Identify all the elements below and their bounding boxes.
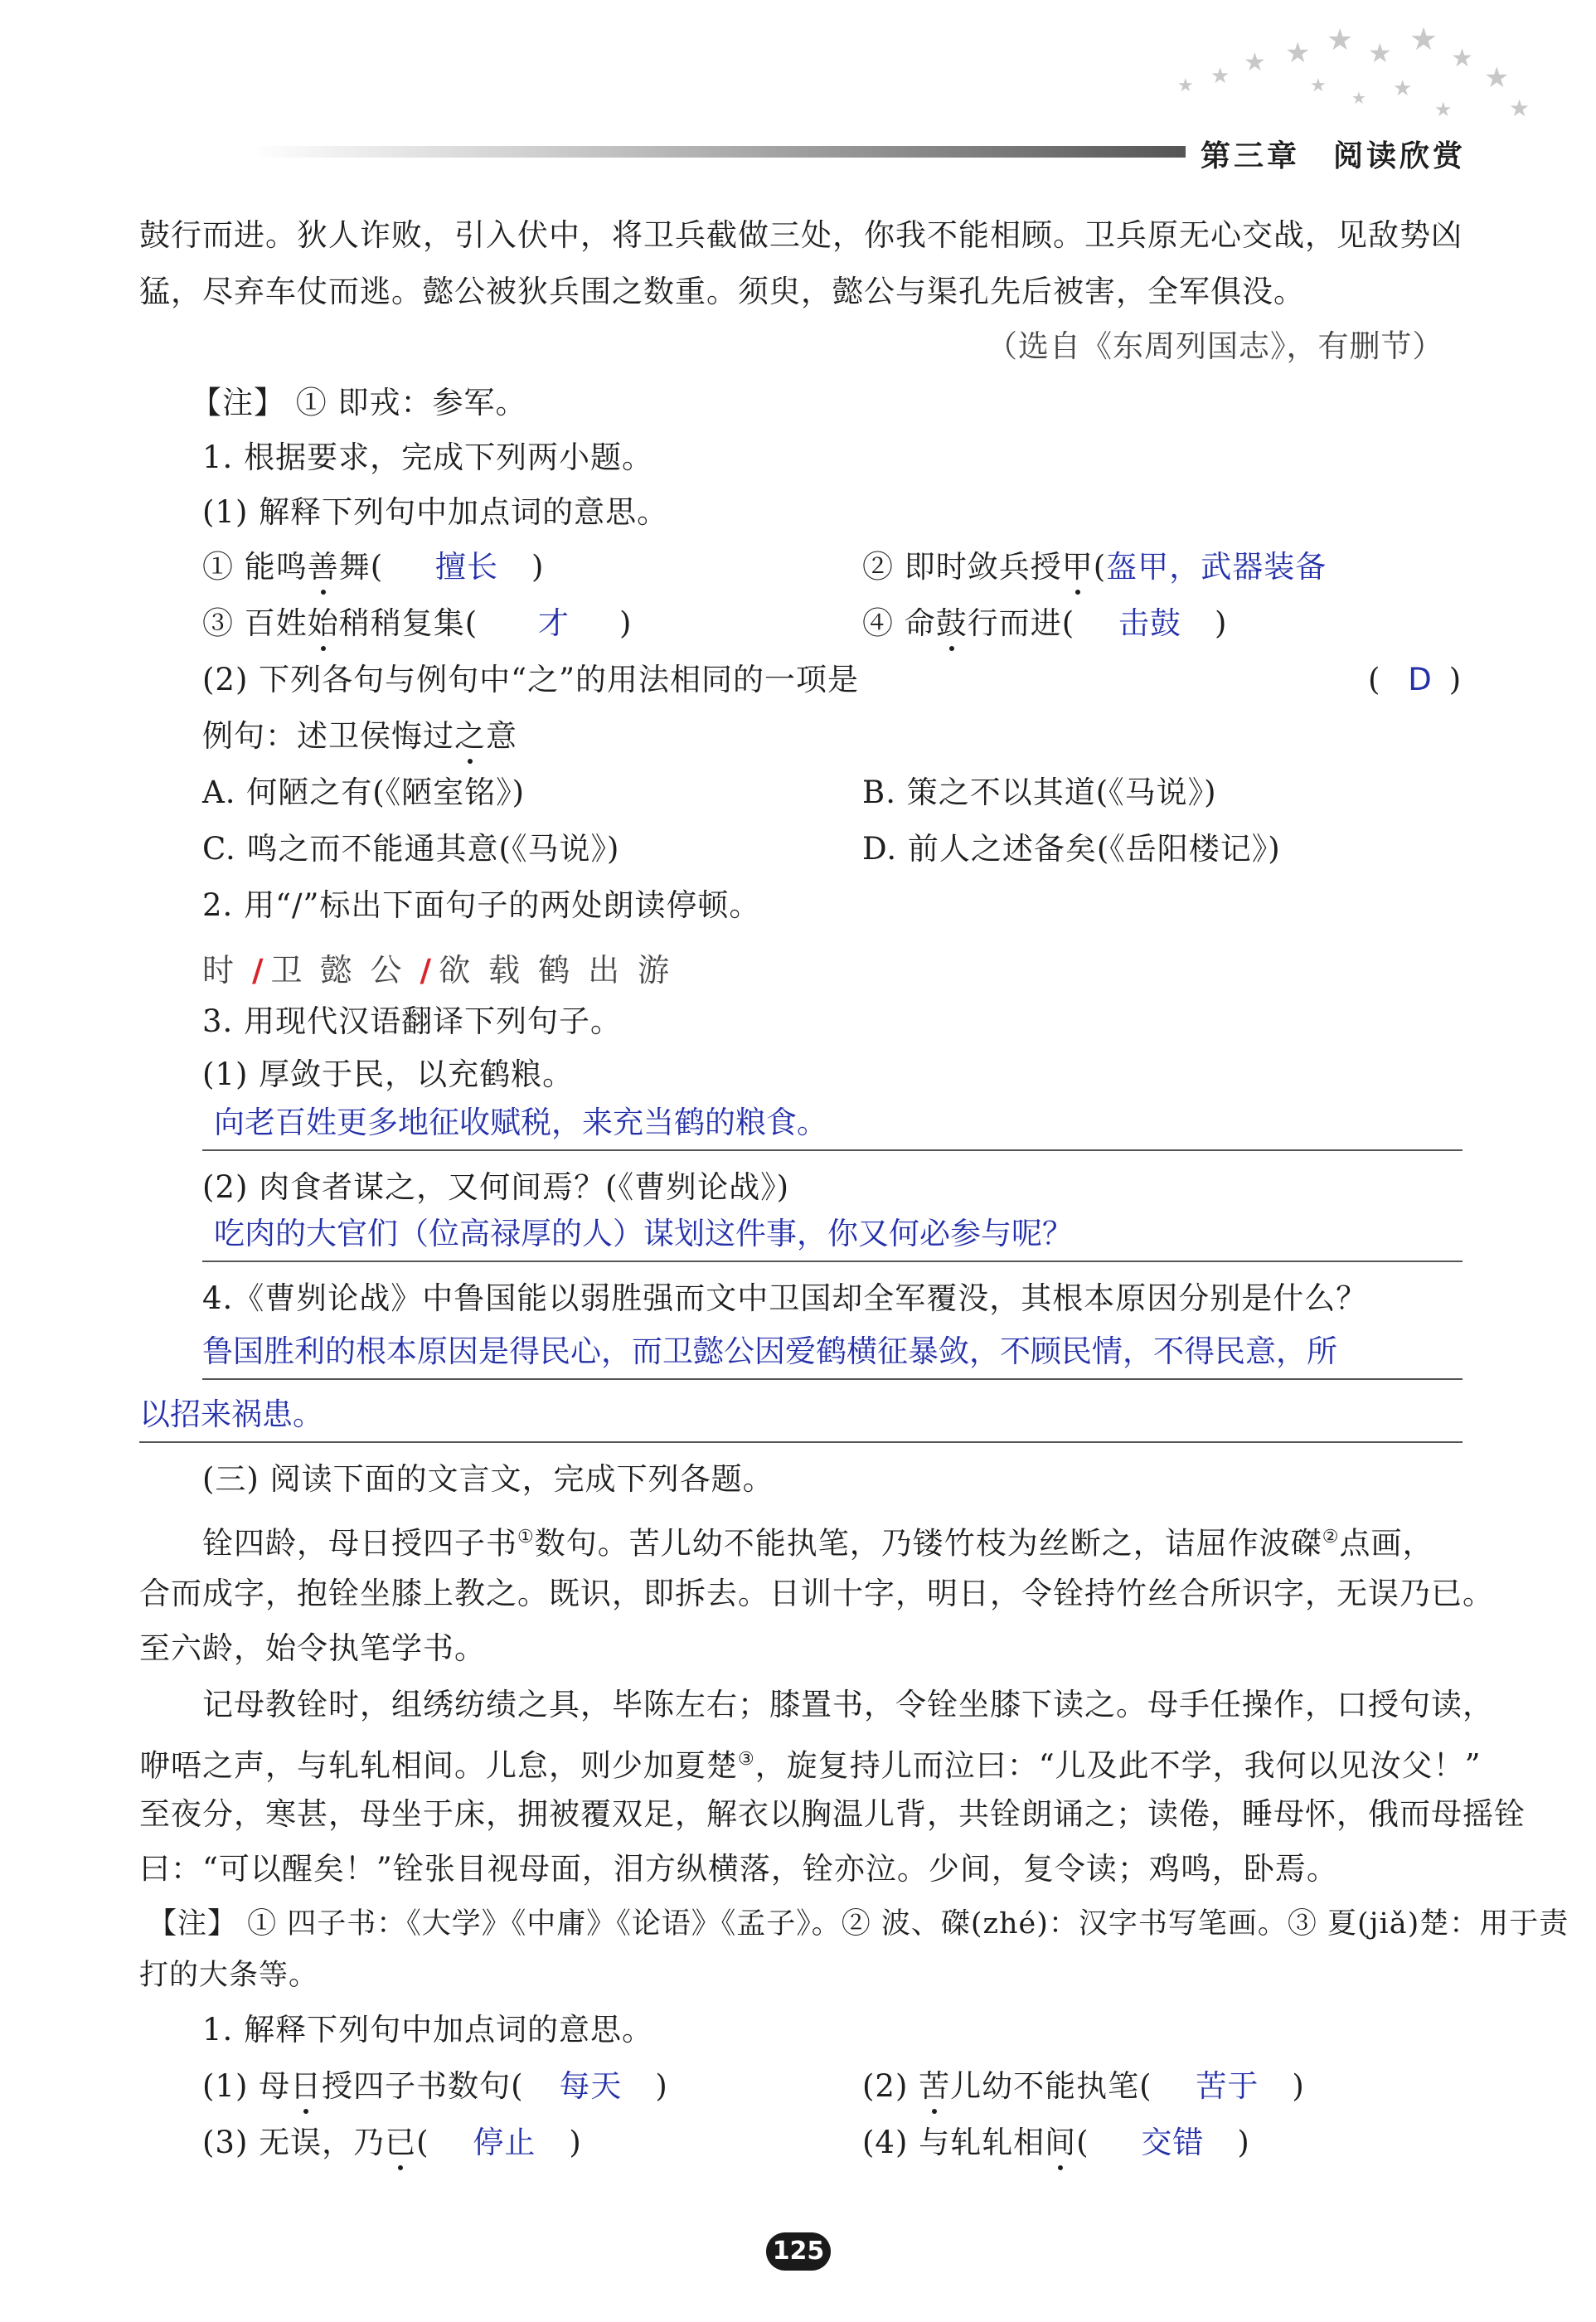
dotted-word: 已 (385, 2121, 416, 2164)
passage-line: 至六龄，始令执笔学书。 (139, 1630, 486, 1666)
header-divider (249, 146, 1186, 158)
word-item: (3) 无误，乃已( 停止 ) (202, 2121, 582, 2164)
svg-text:★: ★ (1285, 36, 1311, 70)
answer-text: 以招来祸患。 (139, 1397, 323, 1432)
passage-note: 【注】 ① 四子书：《大学》《中庸》《论语》《孟子》。② 波、磔(zhé)：汉字书写笔画。③ 夏(jiǎ)楚：用于责 (148, 1907, 1569, 1941)
section-intro: (三) 阅读下面的文言文，完成下列各题。 (202, 1461, 774, 1497)
sub-question: (1) 厚敛于民，以充鹤粮。 (202, 1057, 575, 1092)
choice-answer: ( D ) (1368, 662, 1463, 697)
svg-text:★: ★ (1409, 25, 1438, 57)
passage-note: 打的大条等。 (139, 1959, 319, 1992)
svg-text:★: ★ (1310, 75, 1327, 96)
answer-text: 苦于 (1196, 2068, 1259, 2104)
passage-source: （选自《东周列国志》，有删节） (987, 328, 1444, 364)
answer-text: 吃肉的大官们（位高禄厚的人）谋划这件事，你又何必参与呢？ (214, 1216, 1073, 1251)
pause-slash: / (420, 953, 433, 989)
passage-line: 咿唔之声，与轧轧相间。儿怠，则少加夏楚③，旋复持儿而泣曰：“儿及此不学，我何以见汝父！” (139, 1747, 1482, 1784)
svg-text:★: ★ (1509, 95, 1531, 122)
word-item: (1) 母日授四子书数句( 每天 ) (202, 2065, 668, 2108)
star-cluster-icon (1144, 25, 1559, 149)
question-title: 4.《曹刿论战》中鲁国能以弱胜强而文中卫国却全军覆没，其根本原因分别是什么？ (202, 1280, 1368, 1316)
answer-line (202, 1261, 1463, 1262)
page-number: 125 (766, 2232, 831, 2271)
sub-question: (2) 下列各句与例句中“之”的用法相同的一项是 (202, 662, 860, 697)
pause-slash: / (252, 953, 264, 989)
svg-text:★: ★ (1351, 88, 1366, 108)
svg-text:★: ★ (1210, 64, 1230, 89)
passage-line: 曰：“可以醒矣！”铨张目视母面，泪方纵横落，铨亦泣。少间，复令读；鸡鸣，卧焉。 (139, 1851, 1338, 1887)
pause-sentence: 时/ 卫懿公/ 欲载鹤出游 (202, 952, 688, 989)
answer-text: 每天 (559, 2068, 623, 2104)
answer-text: 擅长 (434, 549, 498, 585)
option-c: C. 鸣之而不能通其意(《马说》) (202, 831, 620, 867)
word-item: ① 能鸣善舞( 擅长 ) (202, 546, 544, 589)
question-title: 1. 解释下列句中加点词的意思。 (202, 2012, 654, 2048)
svg-text:★: ★ (1451, 44, 1473, 73)
passage-line: 至夜分，寒甚，母坐于床，拥被覆双足，解衣以胸温儿背，共铨朗诵之；读倦，睡母怀，俄而母摇铨 (139, 1796, 1526, 1832)
dotted-word: 善 (308, 546, 339, 589)
option-b: B. 策之不以其道(《马说》) (862, 775, 1217, 810)
answer-text: 击鼓 (1118, 605, 1181, 641)
dotted-word: 日 (290, 2065, 322, 2108)
dotted-word: 甲 (1062, 546, 1094, 589)
dotted-word: 之 (454, 715, 486, 758)
answer-text: 向老百姓更多地征收赋税，来充当鹤的粮食。 (214, 1105, 827, 1140)
option-a: A. 何陋之有(《陋室铭》) (202, 775, 526, 810)
example-sentence: 例句：述卫侯悔过之意 (202, 715, 517, 758)
answer-text: 才 (537, 605, 570, 641)
answer-line (202, 1149, 1463, 1151)
passage-line: 合而成字，抱铨坐膝上教之。既识，即拆去。日训十字，明日，令铨持竹丝合所识字，无误乃已。 (139, 1576, 1494, 1611)
passage-line: 铨四龄，母日授四子书①数句。苦儿幼不能执笔，乃镂竹枝为丝断之，诘屈作波磔②点画， (202, 1525, 1434, 1562)
passage-note: 【注】 ① 即戎：参军。 (191, 385, 527, 420)
dotted-word: 鼓 (936, 602, 968, 645)
word-item: (4) 与轧轧相间( 交错 ) (862, 2121, 1250, 2164)
answer-line (202, 1378, 1463, 1380)
answer-text: 交错 (1141, 2125, 1205, 2160)
passage-line: 记母教铨时，组绣纺绩之具，毕陈左右；膝置书，令铨坐膝下读之。母手任操作，口授句读， (202, 1687, 1494, 1722)
answer-text: 盔甲，武器装备 (1106, 549, 1327, 585)
dotted-word: 始 (308, 602, 339, 645)
svg-text:★: ★ (1368, 37, 1392, 69)
dotted-word: 苦 (919, 2065, 950, 2108)
word-item: (2) 苦儿幼不能执笔( 苦于 ) (862, 2065, 1305, 2108)
svg-text:★: ★ (1484, 61, 1510, 95)
word-item: ② 即时敛兵授甲(盔甲，武器装备 (862, 546, 1327, 589)
question-title: 1. 根据要求，完成下列两小题。 (202, 440, 654, 475)
answer-text: 停止 (473, 2125, 536, 2160)
svg-text:★: ★ (1434, 98, 1453, 121)
question-title: 2. 用“/”标出下面句子的两处朗读停顿。 (202, 887, 761, 923)
question-title: 3. 用现代汉语翻译下列句子。 (202, 1003, 623, 1039)
word-item: ③ 百姓始稍稍复集( 才 ) (202, 602, 632, 645)
svg-text:★: ★ (1393, 76, 1413, 101)
word-item: ④ 命鼓行而进( 击鼓 ) (862, 602, 1227, 645)
svg-text:★: ★ (1327, 25, 1354, 57)
dotted-word: 间 (1045, 2121, 1076, 2164)
chapter-title: 第三章 阅读欣赏 (1201, 139, 1467, 173)
option-d: D. 前人之述备矣(《岳阳楼记》) (862, 831, 1281, 867)
svg-text:★: ★ (1177, 75, 1194, 96)
svg-text:★: ★ (1244, 48, 1266, 77)
answer-line (139, 1441, 1463, 1443)
answer-text: 鲁国胜利的根本原因是得民心，而卫懿公因爱鹤横征暴敛，不顾民情，不得民意，所 (202, 1333, 1337, 1369)
passage-line: 猛，尽弃车仗而逃。懿公被狄兵围之数重。须臾，懿公与渠孔先后被害，全军俱没。 (139, 274, 1305, 309)
sub-question: (2) 肉食者谋之，又何间焉？(《曹刿论战》) (202, 1169, 790, 1205)
decorative-stars (1144, 25, 1559, 149)
sub-question: (1) 解释下列句中加点词的意思。 (202, 494, 669, 530)
passage-line: 鼓行而进。狄人诈败，引入伏中，将卫兵截做三处，你我不能相顾。卫兵原无心交战，见敌势凶 (139, 217, 1463, 253)
